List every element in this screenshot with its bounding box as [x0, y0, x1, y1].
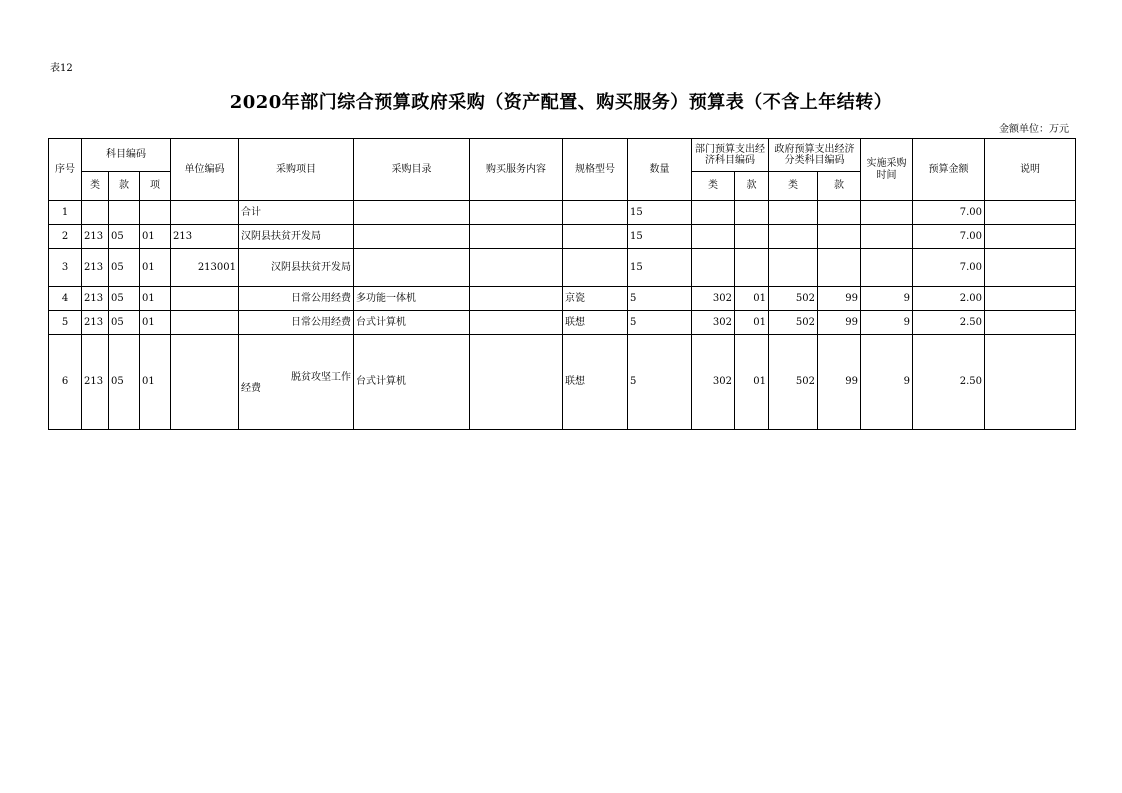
cell-amount: 7.00 — [913, 225, 985, 249]
cell-service — [470, 311, 563, 335]
cell-time — [861, 249, 913, 287]
cell-time: 9 — [861, 311, 913, 335]
cell-xiang: 01 — [140, 249, 171, 287]
table-row — [49, 335, 1076, 430]
cell-gov-lei: 502 — [769, 335, 818, 430]
cell-project-line1: 脱贫攻坚工作 — [291, 371, 351, 383]
cell-note — [985, 225, 1076, 249]
cell-note — [985, 201, 1076, 225]
cell-unit-code: 213001 — [171, 249, 239, 287]
cell-service — [470, 201, 563, 225]
cell-gov-kuan — [818, 225, 861, 249]
cell-gov-lei: 502 — [769, 287, 818, 311]
cell-dept-lei: 302 — [692, 335, 735, 430]
cell-catalog: 台式计算机 — [354, 311, 470, 335]
cell-spec: 京瓷 — [563, 287, 628, 311]
cell-time: 9 — [861, 335, 913, 430]
cell-lei — [82, 201, 109, 225]
cell-time — [861, 225, 913, 249]
cell-dept-kuan — [735, 225, 769, 249]
header-xiang: 项 — [140, 172, 171, 201]
procurement-budget-table — [48, 138, 1076, 430]
cell-xiang: 01 — [140, 287, 171, 311]
header-qty: 数量 — [628, 139, 692, 201]
cell-kuan: 05 — [109, 249, 140, 287]
cell-lei: 213 — [82, 287, 109, 311]
cell-amount: 2.50 — [913, 335, 985, 430]
cell-seq: 5 — [49, 311, 82, 335]
cell-dept-lei — [692, 249, 735, 287]
cell-qty: 15 — [628, 201, 692, 225]
cell-catalog — [354, 201, 470, 225]
cell-kuan: 05 — [109, 287, 140, 311]
cell-dept-kuan: 01 — [735, 287, 769, 311]
cell-note — [985, 287, 1076, 311]
header-dept-lei: 类 — [692, 172, 735, 201]
cell-project: 汉阴县扶贫开发局 — [239, 225, 354, 249]
cell-dept-lei: 302 — [692, 287, 735, 311]
cell-project: 日常公用经费 — [239, 311, 354, 335]
cell-dept-kuan — [735, 249, 769, 287]
header-catalog: 采购目录 — [354, 139, 470, 201]
cell-xiang — [140, 201, 171, 225]
cell-qty: 15 — [628, 249, 692, 287]
cell-kuan: 05 — [109, 225, 140, 249]
cell-gov-kuan: 99 — [818, 335, 861, 430]
cell-qty: 5 — [628, 335, 692, 430]
header-dept-econ: 部门预算支出经济科目编码 — [692, 139, 769, 172]
cell-amount: 2.50 — [913, 311, 985, 335]
cell-gov-kuan — [818, 249, 861, 287]
cell-spec — [563, 201, 628, 225]
header-unit-code: 单位编码 — [171, 139, 239, 201]
header-gov-lei: 类 — [769, 172, 818, 201]
cell-amount: 7.00 — [913, 201, 985, 225]
cell-xiang: 01 — [140, 311, 171, 335]
cell-lei: 213 — [82, 225, 109, 249]
cell-catalog: 台式计算机 — [354, 335, 470, 430]
cell-seq: 6 — [49, 335, 82, 430]
header-note: 说明 — [985, 139, 1076, 201]
cell-spec — [563, 249, 628, 287]
cell-gov-lei — [769, 201, 818, 225]
cell-catalog — [354, 225, 470, 249]
cell-note — [985, 335, 1076, 430]
header-spec: 规格型号 — [563, 139, 628, 201]
cell-catalog — [354, 249, 470, 287]
cell-catalog: 多功能一体机 — [354, 287, 470, 311]
table-row — [49, 311, 1076, 335]
cell-unit-code — [171, 311, 239, 335]
cell-service — [470, 225, 563, 249]
header-dept-kuan: 款 — [735, 172, 769, 201]
cell-time: 9 — [861, 287, 913, 311]
cell-xiang: 01 — [140, 335, 171, 430]
table-row — [49, 201, 1076, 225]
cell-gov-kuan — [818, 201, 861, 225]
cell-project — [239, 335, 354, 430]
cell-service — [470, 249, 563, 287]
cell-seq: 2 — [49, 225, 82, 249]
header-subject-code: 科目编码 — [82, 139, 171, 172]
cell-lei: 213 — [82, 311, 109, 335]
cell-gov-lei — [769, 249, 818, 287]
cell-project: 合计 — [239, 201, 354, 225]
cell-seq: 3 — [49, 249, 82, 287]
header-time: 实施采购时间 — [861, 139, 913, 201]
cell-seq: 4 — [49, 287, 82, 311]
cell-note — [985, 311, 1076, 335]
cell-gov-lei — [769, 225, 818, 249]
cell-kuan — [109, 201, 140, 225]
header-amount: 预算金额 — [913, 139, 985, 201]
cell-service — [470, 335, 563, 430]
cell-spec: 联想 — [563, 335, 628, 430]
table-row — [49, 287, 1076, 311]
header-seq: 序号 — [49, 139, 82, 201]
table-row — [49, 225, 1076, 249]
cell-qty: 5 — [628, 287, 692, 311]
cell-service — [470, 287, 563, 311]
cell-dept-kuan: 01 — [735, 335, 769, 430]
header-lei: 类 — [82, 172, 109, 201]
cell-amount: 2.00 — [913, 287, 985, 311]
cell-qty: 5 — [628, 311, 692, 335]
header-gov-kuan: 款 — [818, 172, 861, 201]
cell-xiang: 01 — [140, 225, 171, 249]
cell-dept-lei — [692, 201, 735, 225]
cell-gov-kuan: 99 — [818, 287, 861, 311]
amount-unit: 金额单位：万元 — [999, 124, 1069, 135]
cell-unit-code: 213 — [171, 225, 239, 249]
header-kuan: 款 — [109, 172, 140, 201]
document-title: 2020年部门综合预算政府采购（资产配置、购买服务）预算表（不含上年结转） — [229, 92, 893, 113]
cell-project-line2: 经费 — [241, 383, 261, 394]
header-gov-econ: 政府预算支出经济分类科目编码 — [769, 139, 861, 172]
cell-kuan: 05 — [109, 335, 140, 430]
cell-gov-lei: 502 — [769, 311, 818, 335]
cell-unit-code — [171, 335, 239, 430]
cell-qty: 15 — [628, 225, 692, 249]
cell-amount: 7.00 — [913, 249, 985, 287]
cell-note — [985, 249, 1076, 287]
cell-seq: 1 — [49, 201, 82, 225]
cell-dept-kuan — [735, 201, 769, 225]
cell-unit-code — [171, 287, 239, 311]
cell-dept-lei: 302 — [692, 311, 735, 335]
cell-spec: 联想 — [563, 311, 628, 335]
cell-project: 日常公用经费 — [239, 287, 354, 311]
table-row — [49, 249, 1076, 287]
cell-unit-code — [171, 201, 239, 225]
cell-lei: 213 — [82, 335, 109, 430]
cell-spec — [563, 225, 628, 249]
cell-dept-kuan: 01 — [735, 311, 769, 335]
cell-project: 汉阴县扶贫开发局 — [239, 249, 354, 287]
cell-kuan: 05 — [109, 311, 140, 335]
cell-dept-lei — [692, 225, 735, 249]
header-project: 采购项目 — [239, 139, 354, 201]
table-label: 表12 — [50, 63, 73, 74]
cell-time — [861, 201, 913, 225]
cell-gov-kuan: 99 — [818, 311, 861, 335]
cell-lei: 213 — [82, 249, 109, 287]
header-service: 购买服务内容 — [470, 139, 563, 201]
